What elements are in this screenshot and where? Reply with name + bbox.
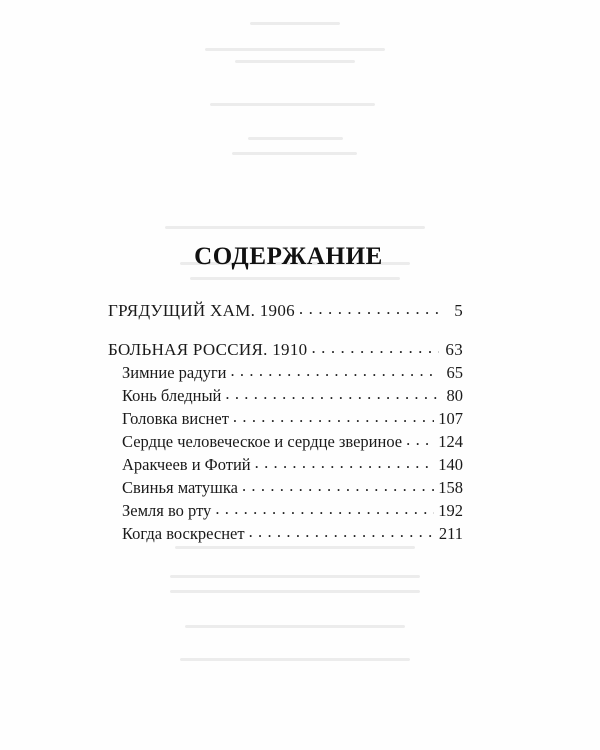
dot-leader — [299, 297, 439, 320]
toc-entry[interactable] — [122, 430, 463, 453]
show-through-text — [180, 658, 410, 661]
entry-page-number: 80 — [446, 386, 463, 405]
show-through-text — [175, 546, 415, 549]
dot-leader — [242, 474, 434, 497]
entry-page-number: 124 — [438, 432, 463, 451]
entry-page-number: 107 — [438, 409, 463, 428]
entry-page-number: 5 — [454, 301, 463, 320]
show-through-text — [235, 60, 355, 63]
entry-title: Аракчеев и Фотий — [122, 455, 251, 474]
entry-page-number: 140 — [438, 455, 463, 474]
entry-page-number: 158 — [438, 478, 463, 497]
show-through-text — [248, 137, 343, 140]
show-through-text — [170, 575, 420, 578]
show-through-text — [170, 590, 420, 593]
entry-title: Сердце человеческое и сердце звериное — [122, 432, 403, 451]
entry-title: БОЛЬНАЯ РОССИЯ. 1910 — [108, 340, 308, 359]
show-through-text — [205, 48, 385, 51]
toc-entry[interactable] — [122, 476, 463, 499]
show-through-text — [250, 22, 340, 25]
toc-entry[interactable] — [122, 499, 463, 522]
entry-title: Когда воскреснет — [122, 524, 245, 543]
table-of-contents — [108, 299, 463, 545]
toc-entry[interactable] — [122, 522, 463, 545]
entry-title: Конь бледный — [122, 386, 222, 405]
dot-leader — [406, 428, 434, 451]
show-through-text — [232, 152, 357, 155]
dot-leader — [249, 520, 435, 543]
entry-title: Земля во рту — [122, 501, 212, 520]
entry-page-number: 63 — [445, 340, 463, 359]
entry-title: Зимние радуги — [122, 363, 227, 382]
entry-page-number: 65 — [446, 363, 463, 382]
show-through-text — [165, 226, 425, 229]
entry-title: Свинья матушка — [122, 478, 238, 497]
show-through-text — [185, 625, 405, 628]
toc-entry[interactable] — [122, 453, 463, 476]
entry-title: Головка виснет — [122, 409, 229, 428]
entry-page-number: 192 — [438, 501, 463, 520]
dot-leader — [225, 382, 439, 405]
toc-entry[interactable] — [122, 384, 463, 407]
dot-leader — [233, 405, 434, 428]
toc-entry[interactable] — [108, 299, 463, 322]
dot-leader — [215, 497, 434, 520]
show-through-text — [190, 277, 400, 280]
toc-entry[interactable] — [108, 338, 463, 361]
dot-leader — [255, 451, 435, 474]
show-through-text — [210, 103, 375, 106]
dot-leader — [311, 336, 439, 359]
dot-leader — [230, 359, 439, 382]
entry-page-number: 211 — [438, 524, 463, 543]
toc-entry[interactable] — [122, 407, 463, 430]
toc-entry[interactable] — [122, 361, 463, 384]
toc-heading: СОДЕРЖАНИЕ — [194, 242, 383, 270]
entry-title: ГРЯДУЩИЙ ХАМ. 1906 — [108, 301, 295, 320]
